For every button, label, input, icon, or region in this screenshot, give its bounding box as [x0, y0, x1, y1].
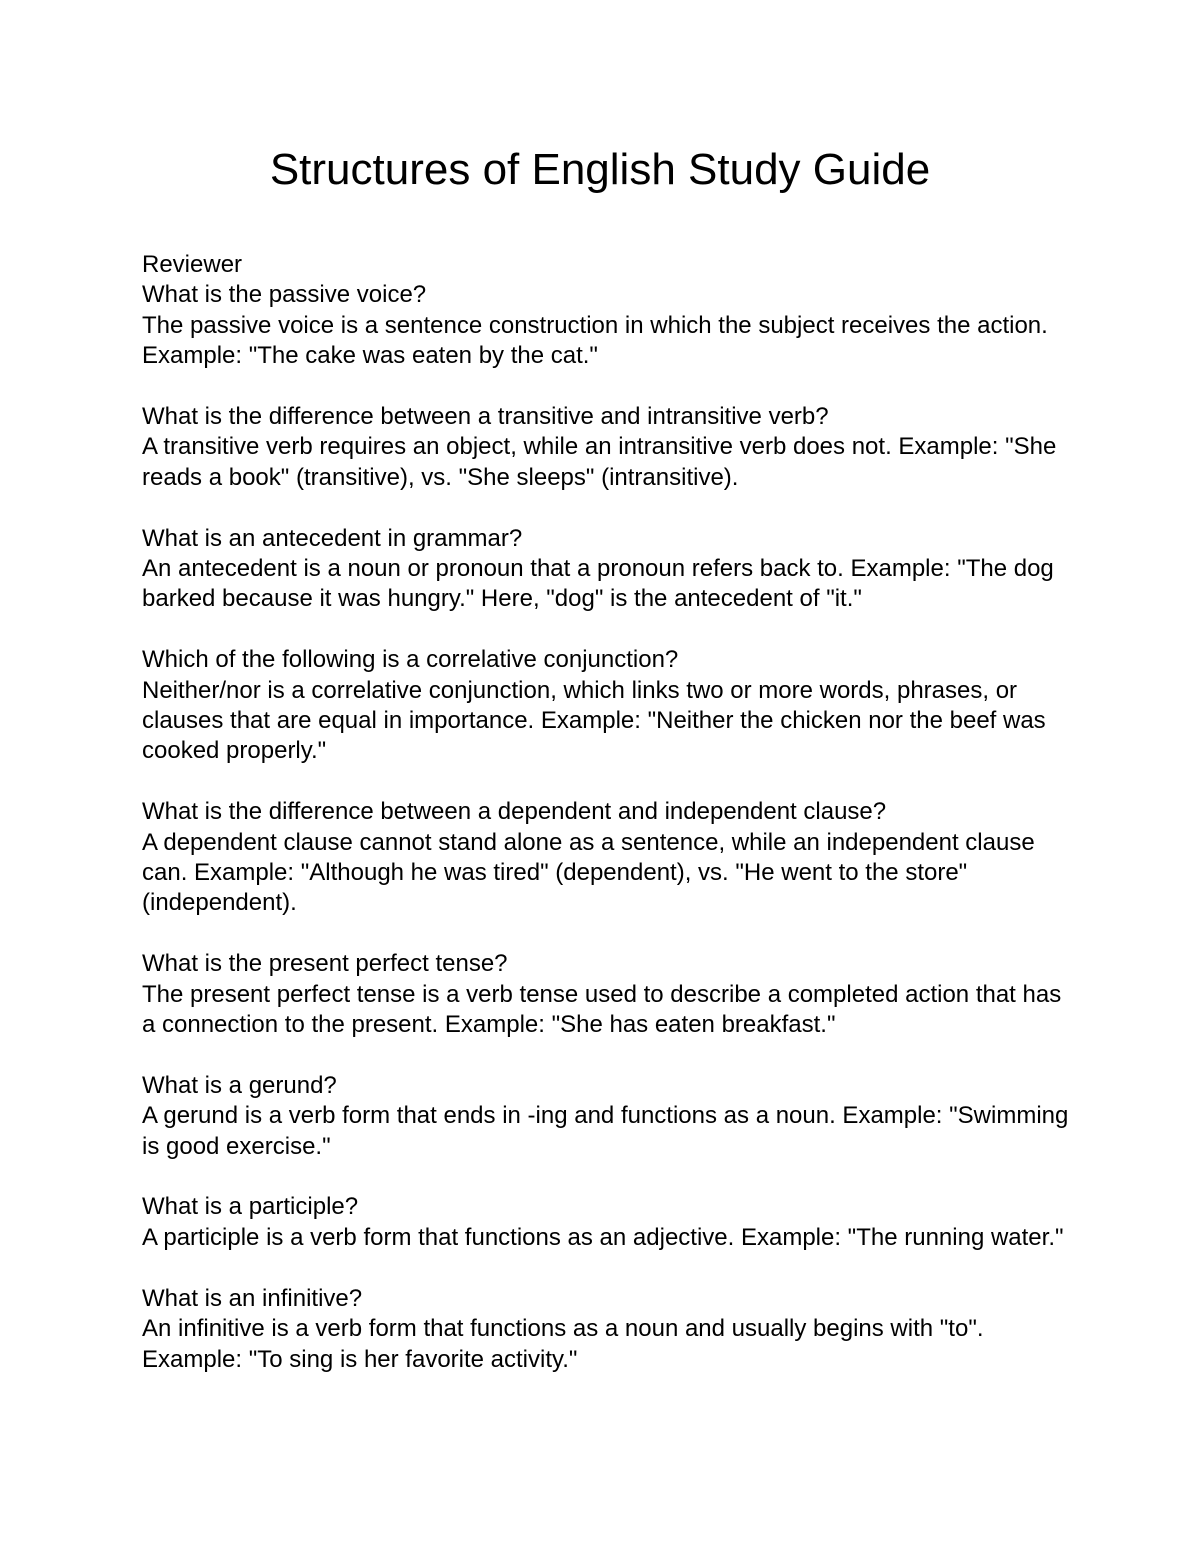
answer-text: The present perfect tense is a verb tense used to describe a completed action that has a connection to the present. Example: "She has eaten breakfast." [142, 980, 1062, 1039]
qa-item-correlative-conjunction [142, 645, 1072, 767]
qa-item-infinitive [142, 1284, 1072, 1375]
answer-text: A dependent clause cannot stand alone as a sentence, while an independent clause can. Example: "Although he was tired" (dependent), vs. "He went to the store" (independent). [142, 828, 1035, 917]
answer-text: Neither/nor is a correlative conjunction, which links two or more words, phrases, or clauses that are equal in importance. Example: "Neither the chicken nor the beef was cooked properly." [142, 676, 1046, 765]
question-text: What is a gerund? [142, 1071, 337, 1099]
question-text: What is an infinitive? [142, 1284, 363, 1312]
answer-text: The passive voice is a sentence construction in which the subject receives the action. Example: "The cake was eaten by the cat." [142, 311, 1048, 370]
section-label: Reviewer [142, 251, 243, 278]
qa-item-transitive-verb [142, 402, 1072, 493]
answer-text: A gerund is a verb form that ends in -ing and functions as a noun. Example: "Swimming is good exercise." [142, 1102, 1069, 1160]
qa-item-antecedent [142, 524, 1072, 615]
qa-item-passive-voice [142, 280, 1072, 371]
qa-item-dependent-clause [142, 797, 1072, 919]
qa-item-participle [142, 1192, 1072, 1253]
question-text: What is a participle? [142, 1193, 359, 1221]
question-text: What is the present perfect tense? [142, 950, 508, 978]
question-text: What is an antecedent in grammar? [142, 524, 523, 552]
qa-item-gerund [142, 1071, 1072, 1162]
answer-text: An infinitive is a verb form that functions as a noun and usually begins with "to". Example: "To sing is her favorite activity." [142, 1315, 984, 1373]
answer-text: An antecedent is a noun or pronoun that a pronoun refers back to. Example: "The dog barked because it was hungry." Here, "dog" is the antecedent of "it." [142, 555, 1054, 613]
document-body [142, 250, 1072, 1405]
question-text: Which of the following is a correlative conjunction? [142, 646, 679, 674]
document-title: Structures of English Study Guide [269, 145, 931, 194]
answer-text: A participle is a verb form that functions as an adjective. Example: "The running water." [142, 1223, 1064, 1251]
answer-text: A transitive verb requires an object, while an intransitive verb does not. Example: "She reads a book" (transitive), vs. "She sleeps" (intransitive). [142, 433, 1057, 491]
question-text: What is the difference between a dependent and independent clause? [142, 798, 887, 826]
question-text: What is the passive voice? [142, 281, 427, 309]
qa-item-present-perfect [142, 949, 1072, 1040]
question-text: What is the difference between a transitive and intransitive verb? [142, 403, 829, 431]
